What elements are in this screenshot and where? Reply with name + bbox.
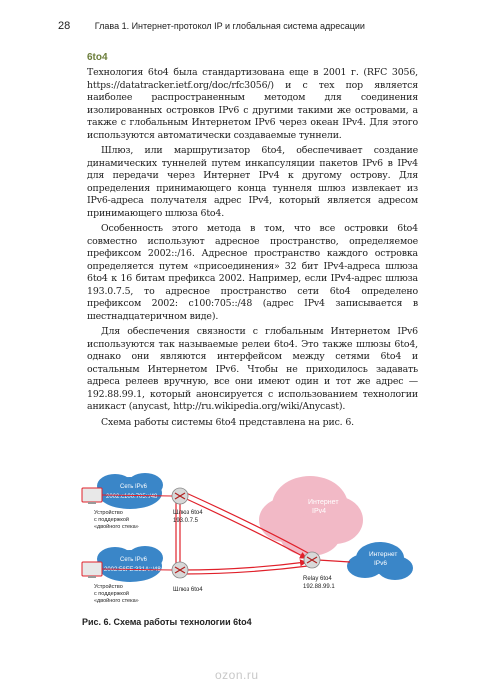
gateway1-name: Шлюз 6to4 [173,510,203,516]
net1-label: Сеть IPv6 [120,484,148,490]
paragraph: Схема работы системы 6to4 представлена на рис. 6. [101,416,354,428]
relay-ip: 192.88.99.1 [303,584,335,590]
paragraph: Шлюз, или маршрутизатор 6to4, обеспечивает создание динамических туннелей путем инкапсуляции пакетов IPv6 в IPv4 для передачи через Интернет IPv4 к другому острову. Для определения принимающего конца туннеля шлюз извлекает из IPv6-адреса получателя адрес IPv4, который является адресом принимающего шлюза 6to4. [87,145,418,219]
device1-line3: «двойного стека» [94,524,139,530]
gateway1-ip: 193.0.7.5 [173,518,199,524]
net1-prefix: 2002:c100:705::/48 [106,494,158,500]
ipv6-network-2-cloud [97,546,163,582]
gateway2-name: Шлюз 6to4 [173,587,203,593]
ipv6-cloud-line2: IPv6 [374,560,388,567]
paragraph: Особенность этого метода в том, что все островки 6to4 совместно используют адресное пространство, определяемое префиксом 2002::/16. Адресное пространство каждого островка определяется путем «присоединения» 32 бит IPv4-адреса шлюза 6to4 к 16 битам префикса 2002. Например, если IPv4-адрес шлюза 193.0.7.5, то адресное пространство сети 6to4 определено префиксом 2002: c100:705::/48 (адрес IPv4 записывается в шестнадцатеричном виде). [87,223,418,322]
paragraph: Технология 6to4 была стандартизована еще в 2001 г. (RFC 3056, https://datatracker.ietf.org/doc/rfc3056/) и с тех пор является наиболее распространенным методом для соединения изолированных островков IPv6 с другими такими же островами, а также с глобальным Интернетом IPv6 через океан IPv4. Для этого используются автоматически создаваемые туннели. [87,67,418,141]
device1-line2: с поддержкой [94,517,130,523]
ipv6-internet-cloud [347,542,413,580]
paragraph: Для обеспечения связности с глобальным Интернетом IPv6 используются так называемые релеи 6to4. Это также шлюзы 6to4, однако они являются интерфейсом между сетями 6to4 и остальным Интернетом IPv6. Чтобы не приходилось задавать адреса релеев вручную, все они имеют один и тот же адрес — 192.88.99.1, который анонсируется с использованием технологии аникаст (anycast, http://ru.wikipedia.org/wiki/Anycast). [87,326,418,412]
page-number: 28 [58,20,71,32]
ipv6-cloud-line1: Интернет [369,551,398,558]
figure-caption: Рис. 6. Схема работы технологии 6to4 [82,617,252,627]
net2-label: Сеть IPv6 [120,557,148,563]
diagram-6to4 [80,458,420,608]
watermark: ozon.ru [215,668,259,682]
ipv6-network-1-cloud [97,473,163,509]
gateway-6to4-router-1 [172,488,203,524]
device1-line1: Устройство [94,510,123,516]
ipv4-cloud-line1: Интернет [308,499,339,506]
net2-prefix: 2002:56FE:331A::/48 [104,567,161,573]
device2-line1: Устройство [94,584,123,590]
ipv4-internet-cloud [259,476,363,556]
running-header [58,20,365,32]
body-text [87,52,418,429]
gateway-6to4-router-2 [172,562,203,593]
device2-line3: «двойного стека» [94,598,139,604]
relay-6to4-router [303,552,335,590]
chapter-title: Глава 1. Интернет-протокол IP и глобальная система адресации [94,21,365,31]
section-title: 6to4 [87,52,108,63]
device2-line2: с поддержкой [94,591,130,597]
relay-name: Relay 6to4 [303,576,332,582]
ipv4-cloud-line2: IPv4 [312,508,327,515]
